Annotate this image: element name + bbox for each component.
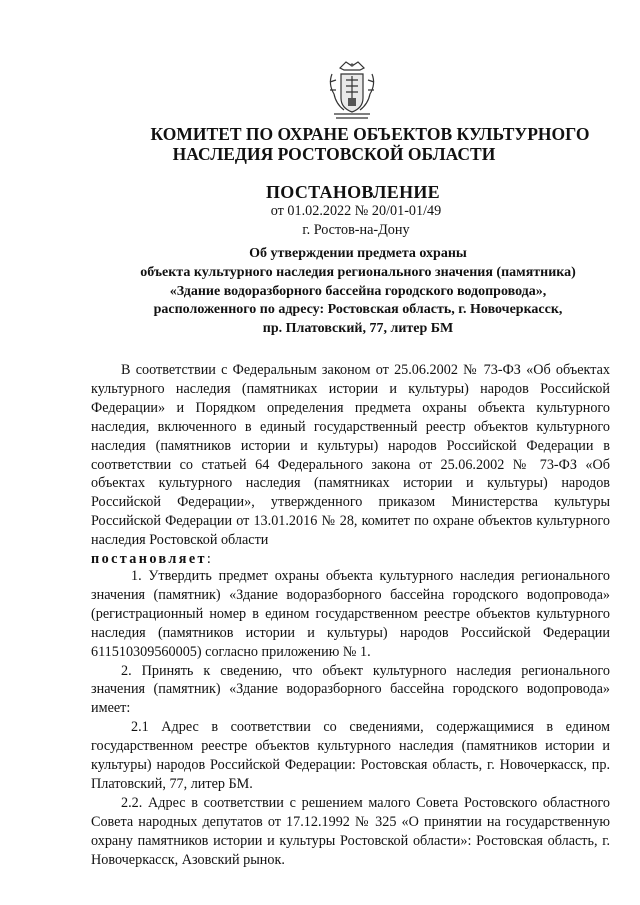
resolves-colon: :: [206, 551, 211, 568]
organization-title: [100, 124, 640, 164]
decree-subject: [116, 245, 600, 339]
org-title-line-1: КОМИТЕТ ПО ОХРАНЕ ОБЪЕКТОВ КУЛЬТУРНОГО: [150, 124, 590, 144]
item-2-2: 2.2. Адрес в соответствии с решением малого Совета Ростовского областного Совета народных депутатов от 17.12.1992 № 325 «О принятии на государственную охрану памятников истории и культуры Ростовской области»: Ростовская область, г. Новочеркасск, Азовский рынок.: [91, 794, 610, 868]
preamble: [91, 361, 610, 569]
decree-meta: [0, 202, 640, 240]
decree-city: г. Ростов-на-Дону: [302, 222, 410, 238]
subject-line-2: объекта культурного наследия регионального значения (памятника): [140, 264, 576, 280]
decree-items: [91, 567, 610, 870]
subject-line-1: Об утверждении предмета охраны: [249, 246, 467, 261]
coat-of-arms-icon: [326, 58, 378, 124]
subject-line-3: «Здание водоразборного бассейна городского водопровода»,: [169, 283, 547, 299]
item-2-1: 2.1 Адрес в соответствии со сведениями, содержащимися в едином государственном реестре объектов культурного наследия (памятников истории и культуры) народов Российской Федерации: Ростовская область, г. Новочеркасск, пр. Платовский, 77, литер БМ.: [91, 719, 610, 792]
resolves-word: постановляет: [91, 551, 207, 568]
decree-date-number: от 01.02.2022 № 20/01-01/49: [270, 203, 442, 219]
preamble-paragraph: [91, 361, 610, 569]
subject-line-4: расположенного по адресу: Ростовская область, г. Новочеркасск,: [153, 302, 563, 318]
preamble-text: В соответствии с Федеральным законом от 25.06.2002 № 73-ФЗ «Об объектах культурного наследия (памятниках истории и культуры) народов Российской Федерации» и Порядком определения предмета охраны объекта культурного наследия, включенного в единый государственный реестр объектов культурного наследия (памятников истории и культуры) народов Российской Федерации в соответствии со статьей 64 Федерального закона от 25.06.2002 № 73-ФЗ «Об объектах культурного наследия (памятниках истории и культуры) народов Российской Федерации», утвержденного приказом Министерства культуры Российской Федерации от 13.01.2016 № 28, комитет по охране объектов культурного наследия Ростовской области: [91, 362, 610, 549]
item-2: 2. Принять к сведению, что объект культурного наследия регионального значения (памятник) «Здание водоразборного бассейна городского водопровода» имеет:: [91, 662, 610, 717]
decree-title: ПОСТАНОВЛЕНИЕ: [266, 182, 440, 202]
subject-line-5: пр. Платовский, 77, литер БМ: [262, 321, 454, 337]
org-title-line-2: НАСЛЕДИЯ РОСТОВСКОЙ ОБЛАСТИ: [172, 144, 496, 164]
item-1: 1. Утвердить предмет охраны объекта культурного наследия регионального значения (памятник) «Здание водоразборного бассейна городского водопровода» (регистрационный номер в едином государственном реестре объектов культурного наследия (памятников истории и культуры) народов Российской Федерации 611510309560005) согласно приложению № 1.: [91, 568, 610, 660]
